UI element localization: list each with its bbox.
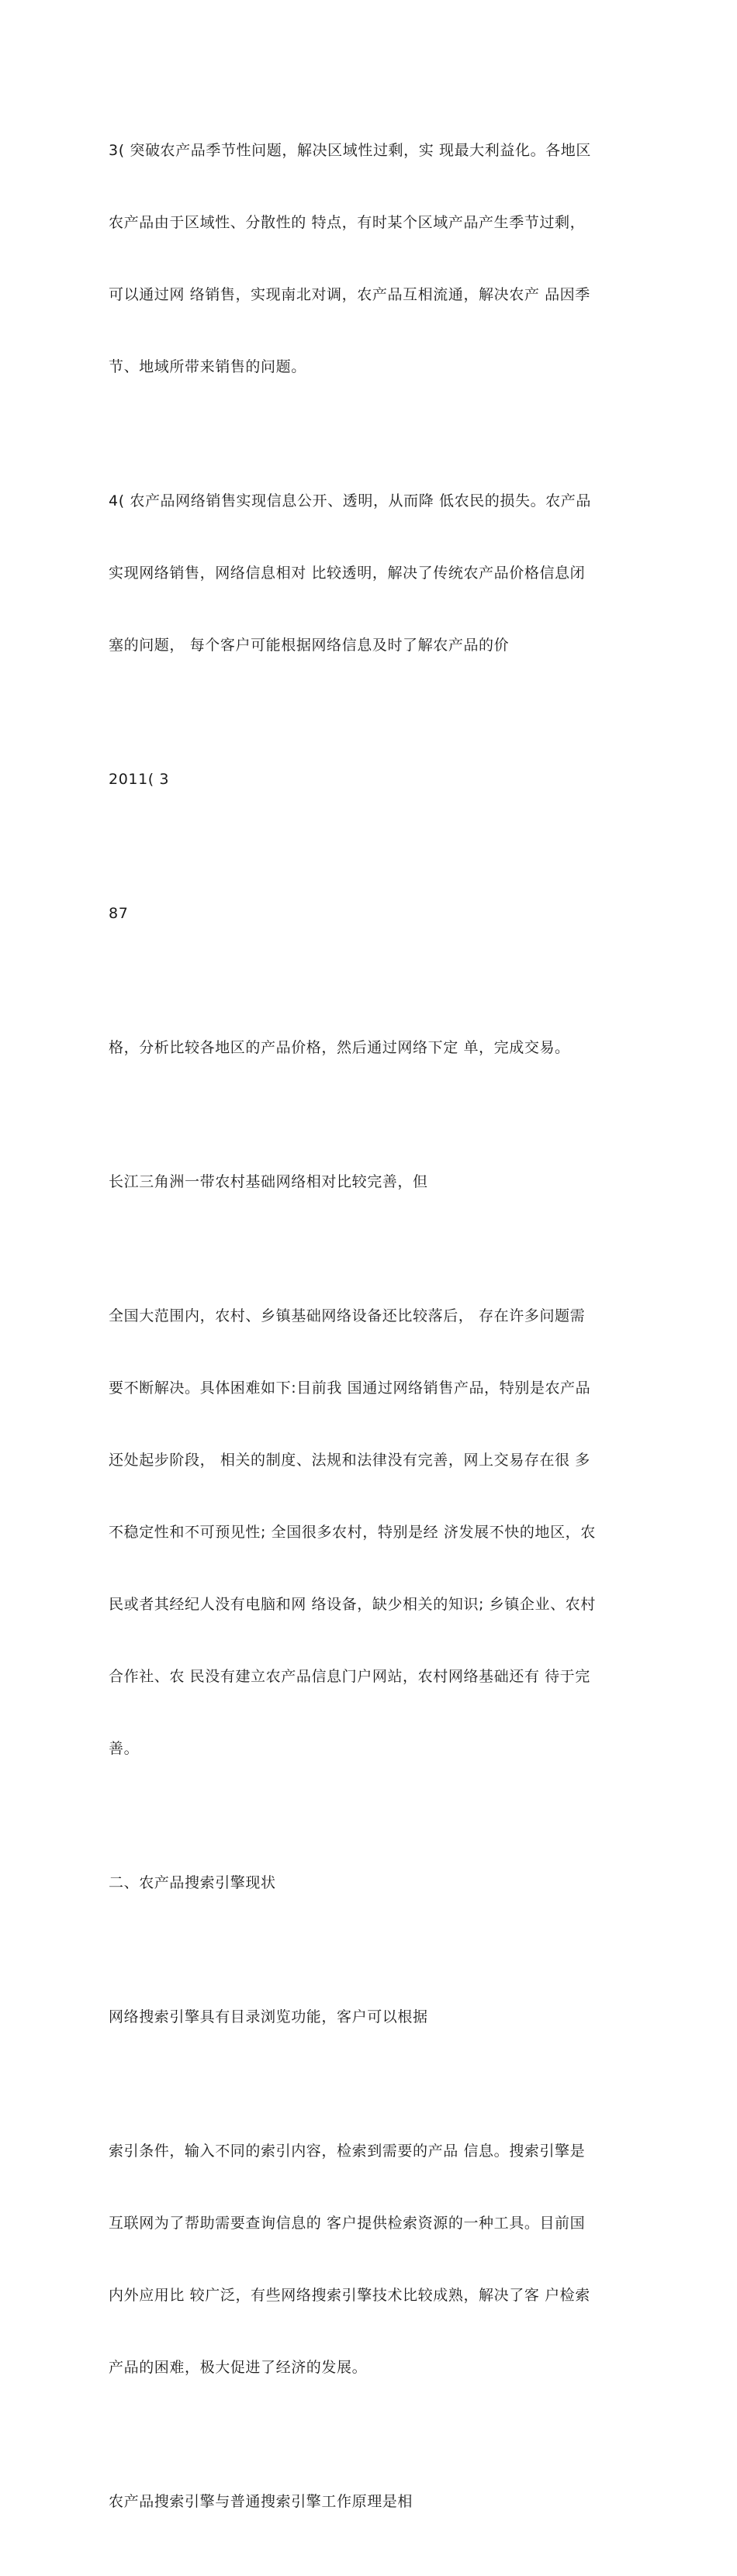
paragraph-price-continuation xyxy=(109,988,632,1108)
text-line: 实现网络销售，网络信息相对 比较透明，解决了传统农产品价格信息闭 xyxy=(109,565,586,582)
text-line: 87 xyxy=(109,905,129,922)
paragraph-seasonality xyxy=(109,91,632,427)
text-line: 2011( 3 xyxy=(109,771,170,788)
text-line: 互联网为了帮助需要查询信息的 客户提供检索资源的一种工具。目前国 xyxy=(109,2215,586,2232)
text-line: 长江三角洲一带农村基础网络相对比较完善，但 xyxy=(109,1173,428,1190)
section-heading xyxy=(109,1823,632,1943)
text-line: 网络搜索引擎具有目录浏览功能，客户可以根据 xyxy=(109,2008,428,2025)
text-line: 塞的问题， 每个客户可能根据网络信息及时了解农产品的价 xyxy=(109,637,510,654)
text-line: 4( 农产品网络销售实现信息公开、透明，从而降 低农民的损失。农产品 xyxy=(109,492,591,509)
text-line: 民或者其经纪人没有电脑和网 络设备，缺少相关的知识; 乡镇企业、农村 xyxy=(109,1596,596,1613)
paragraph-search-intro xyxy=(109,1957,632,2077)
text-line: 格，分析比较各地区的产品价格，然后通过网络下定 单，完成交易。 xyxy=(109,1039,570,1056)
paragraph-yangtze xyxy=(109,1122,632,1242)
text-line: 产品的困难，极大促进了经济的发展。 xyxy=(109,2359,368,2376)
paragraph-principle xyxy=(109,2442,632,2562)
text-line: 可以通过网 络销售，实现南北对调，农产品互相流通，解决农产 品因季 xyxy=(109,286,590,303)
text-line: 内外应用比 较广泛，有些网络搜索引擎技术比较成熟，解决了客 户检索 xyxy=(109,2287,590,2304)
journal-issue-marker xyxy=(109,720,632,840)
paragraph-difficulties xyxy=(109,1256,632,1809)
text-line: 还处起步阶段， 相关的制度、法规和法律没有完善，网上交易存在很 多 xyxy=(109,1452,590,1469)
text-line: 索引条件，输入不同的索引内容，检索到需要的产品 信息。搜索引擎是 xyxy=(109,2143,586,2160)
page-number xyxy=(109,854,632,974)
text-line: 二、农产品搜索引擎现状 xyxy=(109,1874,276,1891)
text-line: 不稳定性和不可预见性; 全国很多农村，特别是经 济发展不快的地区，农 xyxy=(109,1524,596,1541)
document-page xyxy=(109,91,632,2576)
text-line: 农产品由于区域性、分散性的 特点，有时某个区域产品产生季节过剩， xyxy=(109,214,586,231)
text-line: 农产品搜索引擎与普通搜索引擎工作原理是相 xyxy=(109,2493,413,2510)
paragraph-transparency xyxy=(109,441,632,706)
text-line: 节、地域所带来销售的问题。 xyxy=(109,358,306,375)
text-line: 合作社、农 民没有建立农产品信息门户网站，农村网络基础还有 待于完 xyxy=(109,1668,590,1685)
paragraph-search-engine xyxy=(109,2091,632,2428)
text-line: 全国大范围内，农村、乡镇基础网络设备还比较落后， 存在许多问题需 xyxy=(109,1307,586,1324)
text-line: 3( 突破农产品季节性问题，解决区域性过剩，实 现最大利益化。各地区 xyxy=(109,142,591,159)
text-line: 善。 xyxy=(109,1740,140,1757)
text-line: 要不断解决。具体困难如下:目前我 国通过网络销售产品，特别是农产品 xyxy=(109,1380,591,1397)
